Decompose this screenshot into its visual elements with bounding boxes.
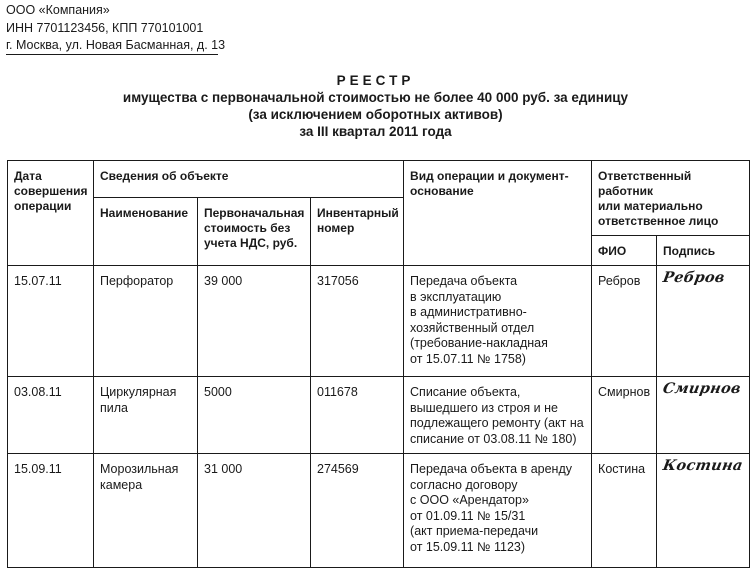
header-row-1 <box>8 161 750 198</box>
title-line-1: имущества с первоначальной стоимостью не более 40 000 руб. за единицу <box>122 90 629 105</box>
title-line-3: за III квартал 2011 года <box>299 124 452 139</box>
cell-fio: Костина <box>592 454 657 568</box>
registry-table <box>7 160 750 568</box>
cell-date: 03.08.11 <box>8 377 94 454</box>
cell-cost: 5000 <box>198 377 311 454</box>
cell-inventory: 274569 <box>311 454 404 568</box>
cell-inventory: 011678 <box>311 377 404 454</box>
header-operation: Вид операции и документ- основание <box>404 161 592 266</box>
header-object-info: Сведения об объекте <box>94 161 404 198</box>
cell-signature <box>657 454 750 568</box>
header-cost: Первоначальная стоимость без учета НДС, руб. <box>198 198 311 266</box>
header-date: Дата совершения операции <box>8 161 94 266</box>
table-row <box>8 377 750 454</box>
cell-inventory: 317056 <box>311 266 404 377</box>
organization-tax-ids: ИНН 7701123456, КПП 770101001 <box>6 20 204 35</box>
header-responsible: Ответственный работник или материально ответственное лицо <box>592 161 750 236</box>
organization-name: ООО «Компания» <box>6 3 110 17</box>
cell-cost: 31 000 <box>198 454 311 568</box>
header-name: Наименование <box>94 198 198 266</box>
signature-text: Костина <box>661 457 745 474</box>
cell-operation: Передача объекта в аренду согласно договору с ООО «Арендатор» от 01.09.11 № 15/31 (акт приема-передачи от 15.09.11 № 1123) <box>404 454 592 568</box>
signature-text: Ребров <box>661 269 727 286</box>
header-inventory: Инвентарный номер <box>311 198 404 266</box>
cell-fio: Смирнов <box>592 377 657 454</box>
organization-block <box>6 2 225 55</box>
organization-address: г. Москва, ул. Новая Басманная, д. 13 <box>6 38 226 52</box>
cell-name: Морозильная камера <box>94 454 198 568</box>
title-heading: РЕЕСТР <box>336 73 415 88</box>
cell-name: Перфоратор <box>94 266 198 377</box>
header-signature: Подпись <box>657 236 750 266</box>
cell-operation: Передача объекта в эксплуатацию в административно- хозяйственный отдел (требование-накладная от 15.07.11 № 1758) <box>404 266 592 377</box>
header-fio: ФИО <box>592 236 657 266</box>
address-underline <box>6 54 218 55</box>
document-title <box>0 72 751 140</box>
cell-name: Циркулярная пила <box>94 377 198 454</box>
cell-operation: Списание объекта, вышедшего из строя и не подлежащего ремонту (акт на списание от 03.08.11 № 180) <box>404 377 592 454</box>
cell-cost: 39 000 <box>198 266 311 377</box>
cell-fio: Ребров <box>592 266 657 377</box>
title-line-2: (за исключением оборотных активов) <box>248 107 503 122</box>
cell-signature <box>657 377 750 454</box>
cell-date: 15.07.11 <box>8 266 94 377</box>
table-row <box>8 454 750 568</box>
signature-text: Смирнов <box>661 380 743 397</box>
table-row <box>8 266 750 377</box>
cell-date: 15.09.11 <box>8 454 94 568</box>
cell-signature <box>657 266 750 377</box>
